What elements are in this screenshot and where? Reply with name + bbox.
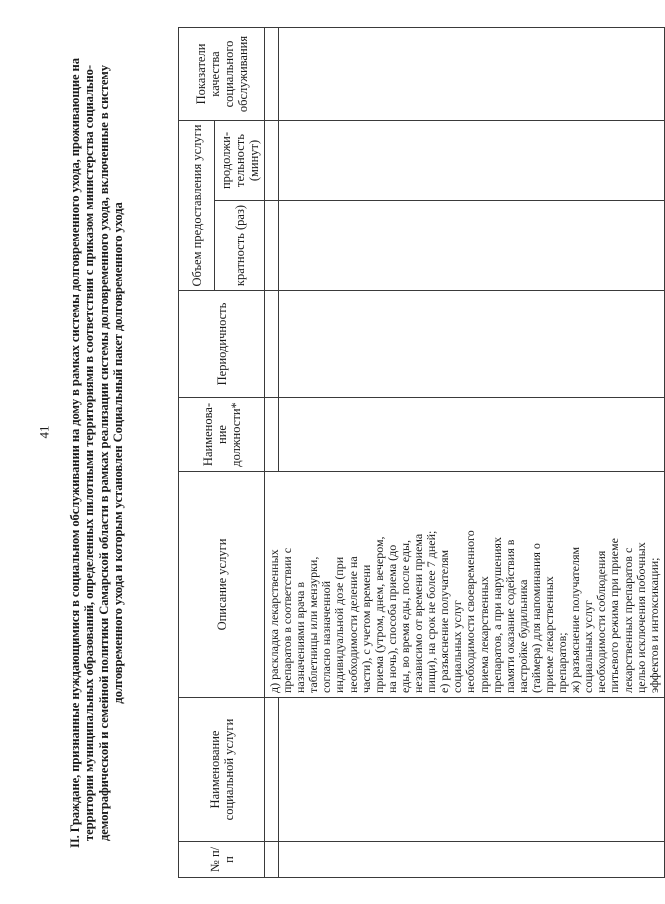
header-duration: продолжи-тельность (минут) <box>215 121 265 201</box>
description-line: индивидуальной дозе (при <box>332 556 347 693</box>
header-position: Наименова-ние должности* <box>179 398 265 472</box>
description-line: питьевого режима при приеме <box>607 538 622 693</box>
header-volume: Объем предоставления услуги <box>179 121 215 291</box>
description-line: целью исключения побочных <box>633 542 648 693</box>
description-line: эффектов и интоксикации; <box>646 557 661 693</box>
header-frequency: кратность (раз) <box>215 201 265 291</box>
row-position-cell <box>279 398 665 472</box>
row-duration-cell <box>279 121 665 201</box>
description-line: препаратов; <box>555 632 570 693</box>
description-line: препаратов, а при нарушениях <box>489 537 504 693</box>
row-quality-cell <box>279 28 665 121</box>
service-description-cell <box>265 472 665 698</box>
spacer-cell <box>265 291 279 398</box>
description-line: независимо от времени приема <box>411 533 426 693</box>
rotated-document-sheet <box>68 28 661 878</box>
description-line: е) разъяснение получателям <box>437 549 452 693</box>
section-heading <box>68 28 180 878</box>
row-num-cell <box>279 842 665 878</box>
spacer-cell <box>265 201 279 291</box>
description-line: пищи), на срок не более 7 дней; <box>424 530 439 693</box>
header-service-name: Наименование социальной услуги <box>179 698 265 842</box>
spacer-cell <box>265 28 279 121</box>
spacer-cell <box>265 398 279 472</box>
description-line: социальных услуг <box>450 600 465 693</box>
description-line: лекарственных препаратов с <box>620 547 635 693</box>
row-frequency-cell <box>279 201 665 291</box>
spacer-cell <box>265 842 279 878</box>
description-line: приема лекарственных <box>476 576 491 693</box>
description-line: необходимости деление на <box>345 556 360 693</box>
description-line: настройке будильника <box>515 579 530 693</box>
spacer-cell <box>265 698 279 842</box>
description-line: назначениями врача в <box>293 581 308 693</box>
description-line: д) раскладка лекарственных <box>267 549 281 693</box>
services-table <box>178 27 665 878</box>
row-periodicity-cell <box>279 291 665 398</box>
description-line: согласно назначенной <box>319 580 334 693</box>
description-line: таблетницы или мензурки, <box>306 556 321 693</box>
description-line: еды, во время еды, после еды, <box>397 539 412 693</box>
row-service-name-cell <box>279 698 665 842</box>
heading-line: II. Граждане, признанные нуждающимися в социальном обслуживании на дому в рамках системы долговременного ухода, проживающие на <box>68 58 82 848</box>
heading-line: долговременного ухода и которым установлен Социальный пакет долговременного ухода <box>111 202 126 704</box>
description-line: приема (утром, днем, вечером, <box>371 536 386 693</box>
description-line: необходимости своевременного <box>463 530 478 693</box>
description-line: памяти оказание содействия в <box>502 539 517 693</box>
service-description-list <box>268 476 661 693</box>
spacer-cell <box>265 121 279 201</box>
heading-line: демографической и семейной политики Самарской области в рамках реализации системы долговременного ухода, включенные в систему <box>96 65 111 841</box>
description-line: ж) разъяснение получателям <box>568 546 583 693</box>
description-line: социальных услуг <box>581 600 596 693</box>
page-number: 41 <box>36 425 52 439</box>
header-description: Описание услуги <box>179 472 265 698</box>
header-num: № п/п <box>179 842 265 878</box>
heading-line: территории муниципальных образований, определенных пилотными территориями в соответствии с приказом министерства социально- <box>82 65 97 841</box>
description-line: части), с учетом времени <box>358 564 373 693</box>
description-line: приеме лекарственных <box>541 576 556 693</box>
description-line: на ночь), способа приема (до <box>384 544 399 693</box>
description-line: (таймера) для напоминания о <box>528 543 543 693</box>
description-line: необходимости соблюдения <box>594 550 609 693</box>
description-line: препаратов в соответствии с <box>280 547 295 693</box>
header-periodicity: Периодичность <box>179 291 265 398</box>
header-quality: Показатели качества социального обслуживания <box>179 28 265 121</box>
